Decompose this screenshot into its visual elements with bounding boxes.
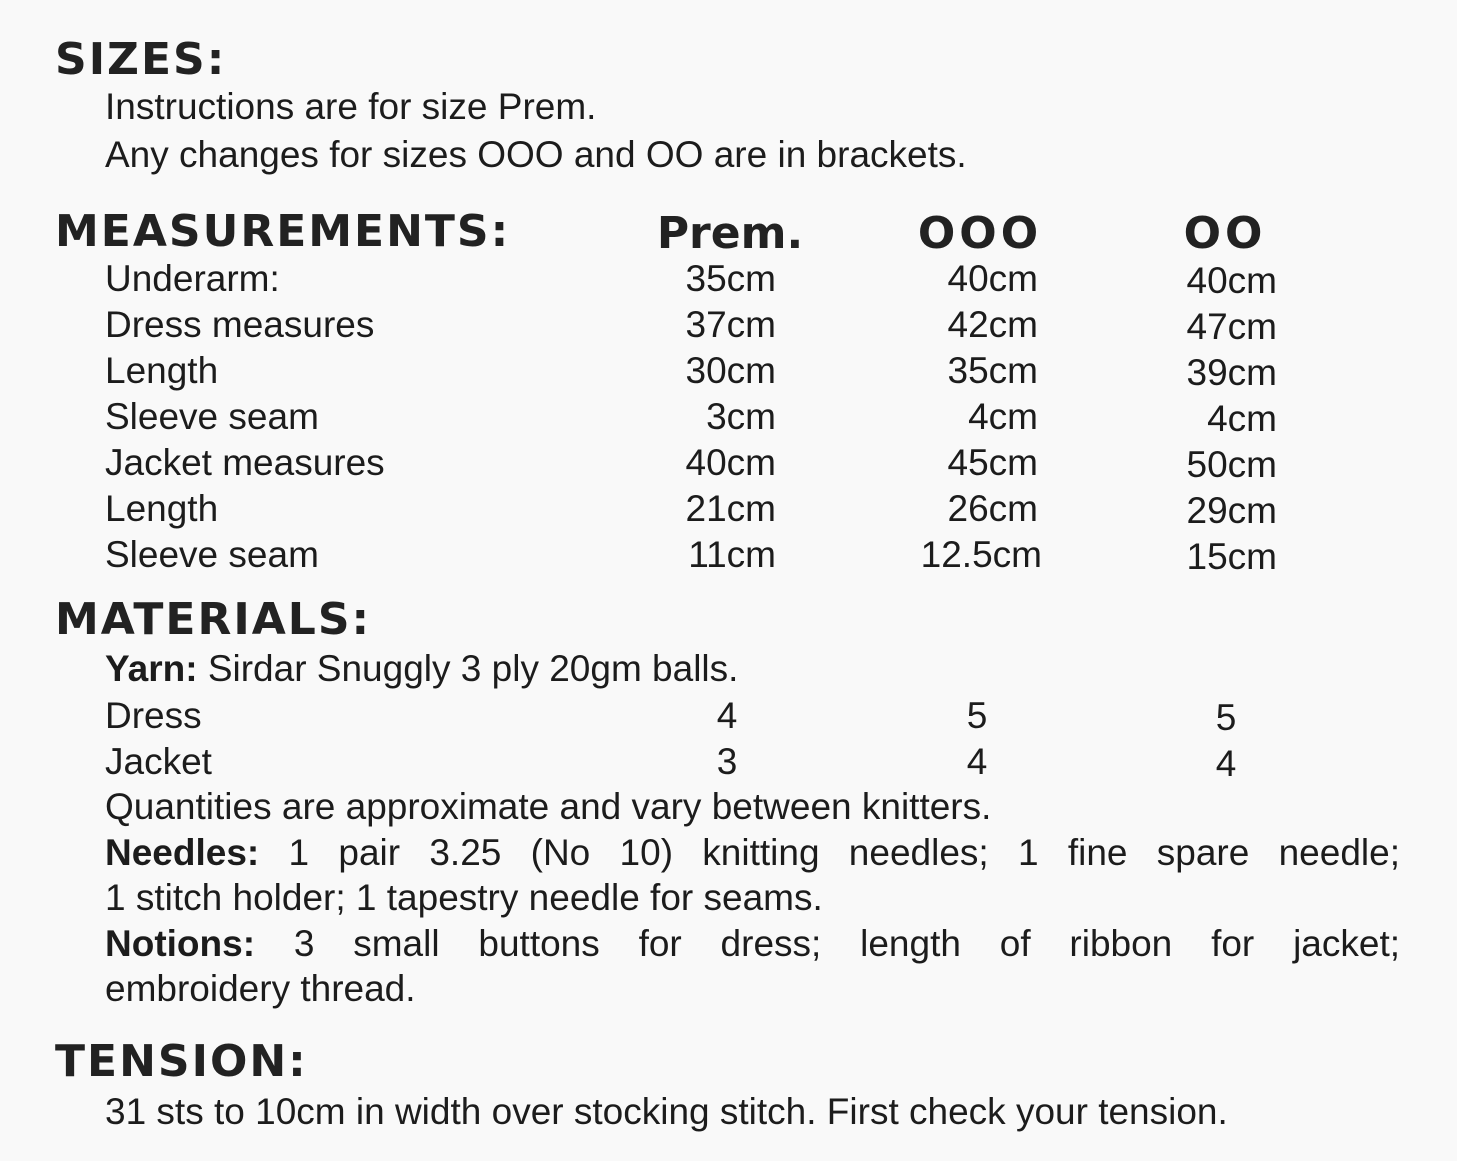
yarn-quantity: 4 (716, 695, 738, 736)
measurement-value: 30cm (685, 350, 776, 391)
materials-label-dress: Dress (105, 695, 202, 736)
measurement-value: 35cm (685, 258, 776, 299)
sizes-line-2: Any changes for sizes OOO and OO are in brackets. (105, 134, 967, 175)
measurement-value: 40cm (685, 442, 776, 483)
yarn-line (105, 650, 738, 687)
measurement-label-jacket: Jacket measures (105, 442, 385, 483)
measurement-label-length: Length (105, 350, 219, 391)
measurement-value: 47cm (1186, 306, 1277, 347)
sizes-line-1: Instructions are for size Prem. (105, 86, 597, 127)
measurement-value: 29cm (1186, 490, 1277, 531)
column-header-oo: OO (1183, 208, 1267, 259)
tension-heading: TENSION: (55, 1036, 308, 1087)
measurement-value: 40cm (1186, 260, 1277, 301)
sizes-heading: SIZES: (55, 34, 227, 85)
measurement-value: 3cm (706, 396, 776, 437)
measurement-value: 35cm (947, 350, 1038, 391)
measurement-value: 26cm (947, 488, 1038, 529)
materials-label-jacket: Jacket (105, 741, 212, 782)
quantities-note: Quantities are approximate and vary between knitters. (105, 786, 992, 827)
measurement-value: 4cm (1207, 398, 1277, 439)
needles-text: 1 pair 3.25 (No 10) knitting needles; 1 fine spare needle; (288, 832, 1400, 873)
notions-label: Notions: (105, 923, 256, 964)
measurement-value: 11cm (688, 534, 776, 575)
needles-label: Needles: (105, 832, 260, 873)
measurement-value: 37cm (685, 304, 776, 345)
measurement-label-underarm: Underarm: (105, 258, 280, 299)
measurements-heading: MEASUREMENTS: (55, 206, 511, 257)
notions-line-1 (105, 925, 1400, 962)
yarn-quantity: 4 (1215, 743, 1237, 784)
measurement-value: 39cm (1186, 352, 1277, 393)
measurement-value: 42cm (947, 304, 1038, 345)
yarn-quantity: 3 (716, 741, 738, 782)
measurement-label-dress: Dress measures (105, 304, 375, 345)
measurement-value: 50cm (1186, 444, 1277, 485)
measurement-label-length: Length (105, 488, 219, 529)
measurement-value: 15cm (1186, 536, 1277, 577)
yarn-label: Yarn: (105, 648, 198, 689)
notions-text: 3 small buttons for dress; length of ribbon for jacket; (293, 923, 1400, 964)
yarn-quantity: 5 (966, 695, 988, 736)
yarn-quantity: 5 (1215, 697, 1237, 738)
measurement-value: 12.5cm (920, 534, 1042, 575)
needles-line-2: 1 stitch holder; 1 tapestry needle for seams. (105, 877, 823, 918)
column-header-prem: Prem. (656, 208, 804, 259)
notions-line-2: embroidery thread. (105, 968, 416, 1009)
measurement-value: 45cm (947, 442, 1038, 483)
needles-line-1 (105, 834, 1400, 871)
yarn-text: Sirdar Snuggly 3 ply 20gm balls. (197, 648, 739, 689)
column-header-ooo: OOO (917, 208, 1043, 259)
measurement-value: 40cm (947, 258, 1038, 299)
materials-heading: MATERIALS: (55, 594, 372, 645)
measurement-value: 4cm (968, 396, 1038, 437)
measurement-label-sleeve-seam: Sleeve seam (105, 396, 319, 437)
yarn-quantity: 4 (966, 741, 988, 782)
measurement-value: 21cm (685, 488, 776, 529)
tension-text: 31 sts to 10cm in width over stocking stitch. First check your tension. (105, 1091, 1228, 1132)
measurement-label-sleeve-seam: Sleeve seam (105, 534, 319, 575)
